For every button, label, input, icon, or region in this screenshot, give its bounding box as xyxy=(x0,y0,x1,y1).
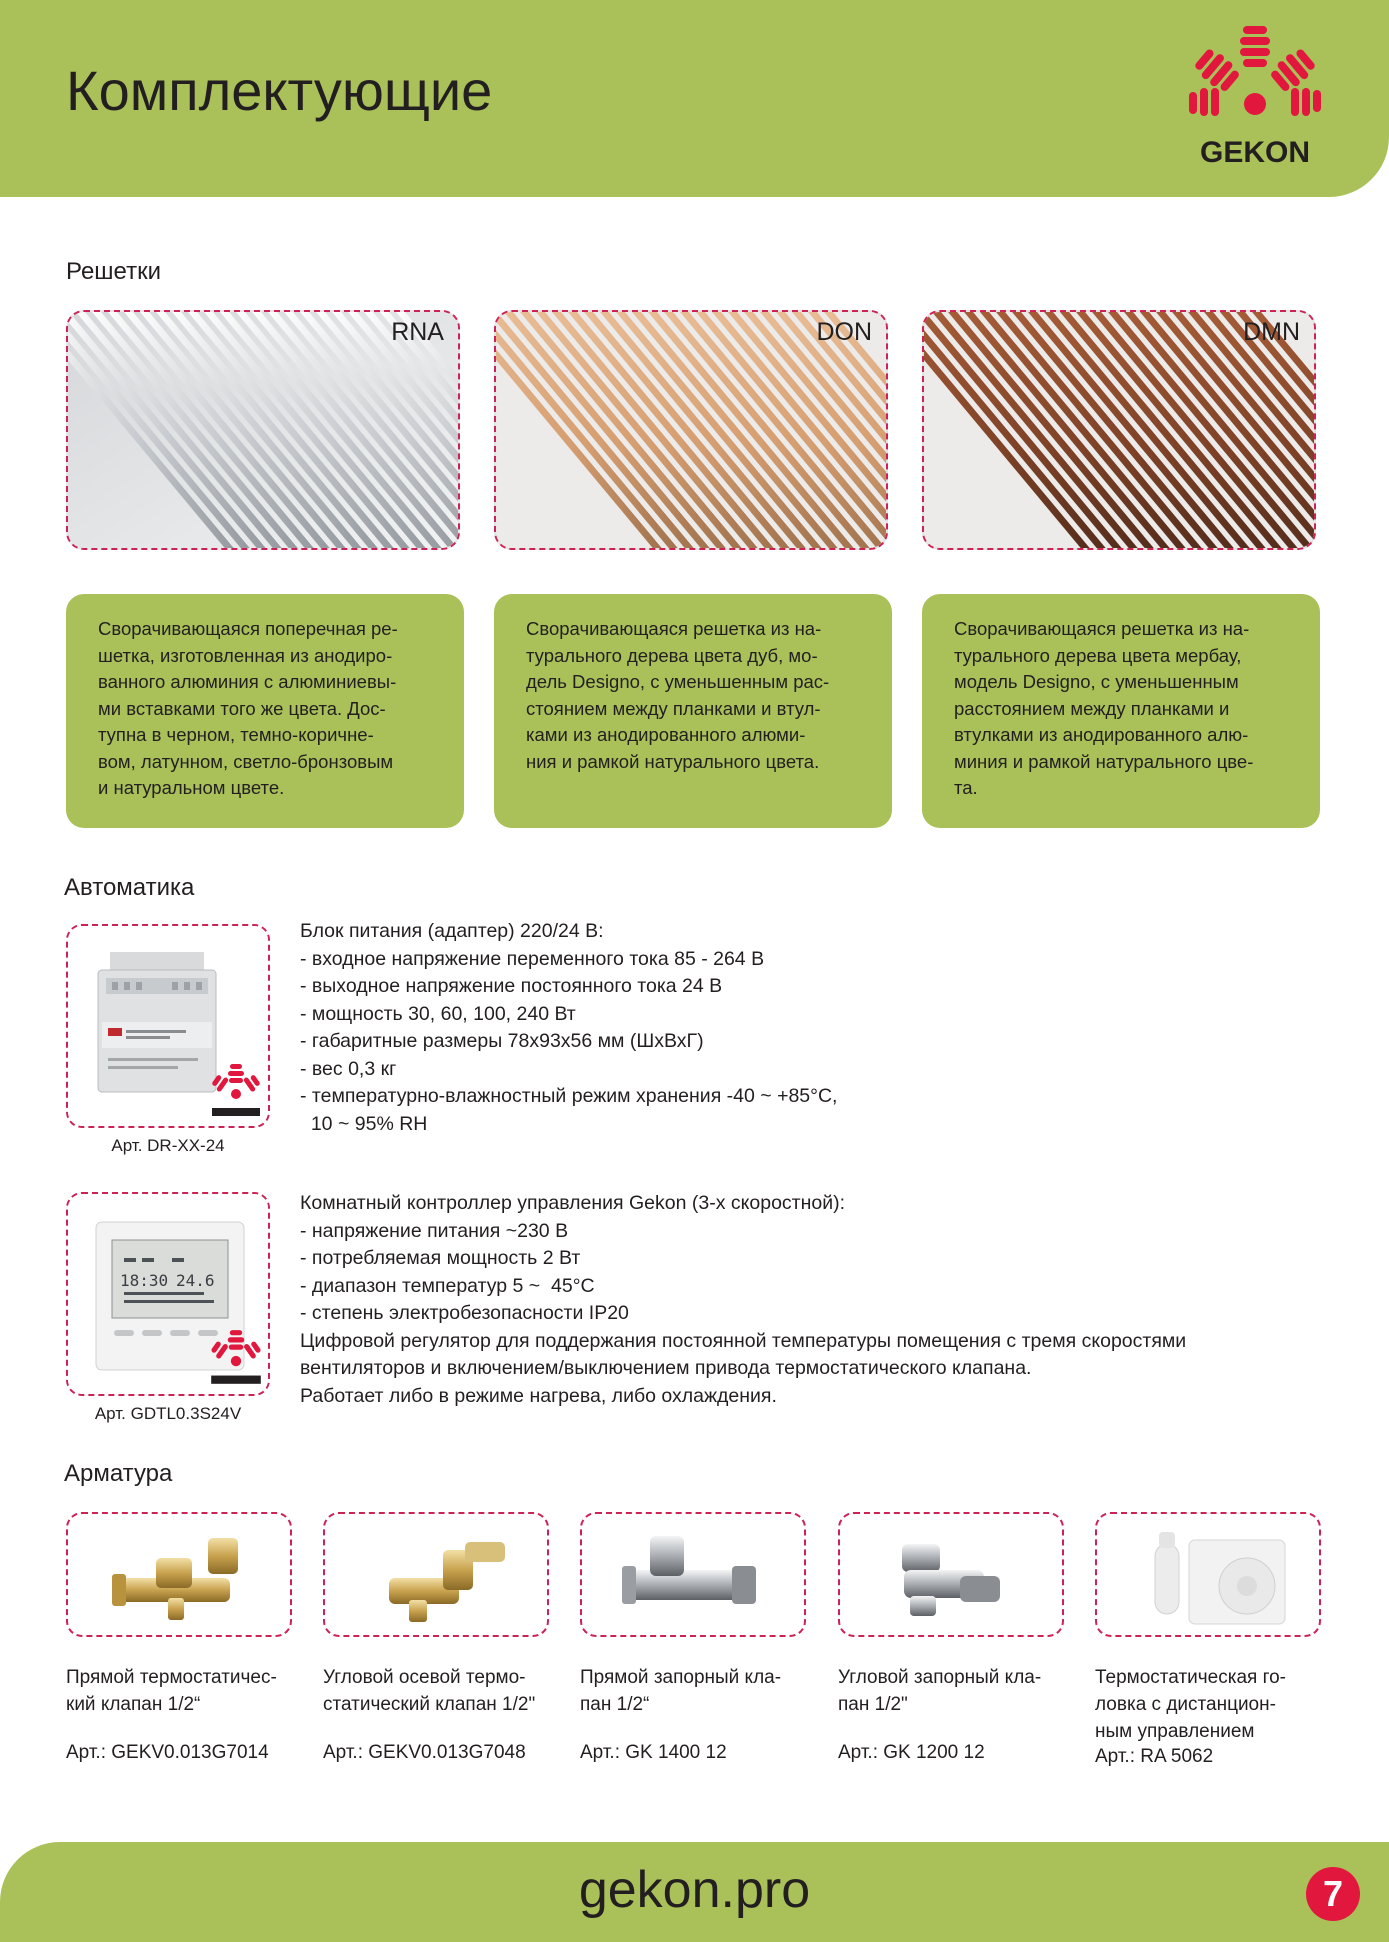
power-supply-spec xyxy=(300,918,837,1138)
fitting-name: Угловой запорный кла- пан 1/2" xyxy=(838,1667,1042,1715)
header-band xyxy=(0,0,1389,197)
fitting-image-thermo-head xyxy=(1095,1512,1321,1637)
rna-slats-illustration xyxy=(68,312,460,550)
site-link[interactable]: gekon.pro xyxy=(578,1861,811,1919)
fitting-name: Прямой запорный кла- пан 1/2“ xyxy=(580,1667,782,1715)
controller-spec-line: - диапазон температур 5 ~ 45°С xyxy=(300,1274,595,1297)
power-supply-spec-line: Блок питания (адаптер) 220/24 В: xyxy=(300,920,604,942)
fitting-image-angle-shutoff-valve xyxy=(838,1512,1064,1637)
grille-image-dmn xyxy=(922,310,1316,550)
don-slats-illustration xyxy=(496,312,888,550)
controller-display-time: 18:30 xyxy=(120,1271,169,1290)
section-heading-fittings: Арматура xyxy=(64,1460,173,1487)
controller-spec-line: Цифровой регулятор для поддержания постоянной температуры помещения с тремя скоростями xyxy=(300,1329,1187,1352)
controller-spec-line: Работает либо в режиме нагрева, либо охлаждения. xyxy=(300,1384,777,1407)
dmn-slats-illustration xyxy=(924,312,1316,550)
fitting-name: Прямой термостатичес- кий клапан 1/2“ xyxy=(66,1667,277,1715)
footer-band xyxy=(0,1842,1389,1942)
fitting-art: Арт.: GEKV0.013G7014 xyxy=(66,1742,269,1763)
controller-spec-line: - потребляемая мощность 2 Вт xyxy=(300,1247,581,1269)
power-supply-spec-line: - выходное напряжение постоянного тока 24 В xyxy=(300,975,723,997)
fitting-image-straight-shutoff-valve xyxy=(580,1512,806,1637)
fitting-art: Арт.: RA 5062 xyxy=(1095,1746,1214,1767)
gekon-logo xyxy=(1160,22,1350,172)
power-supply-spec-line: - температурно-влажностный режим хранения -40 ~ +85°С, xyxy=(300,1085,838,1107)
page-title: Комплектующие xyxy=(66,59,493,122)
power-supply-spec-line: - вес 0,3 кг xyxy=(300,1057,397,1080)
brass-angle-valve-icon xyxy=(325,1514,549,1637)
fitting-name: Угловой осевой термо- статический клапан 1/2" xyxy=(323,1667,536,1715)
grille-description-rna: Сворачивающаяся поперечная ре- шетка, изготовленная из анодиро- ванного алюминия с алюминиевы- ми вставками того же цвета. Дос- тупна в черном, темно-коричне- вом, латунном, светло-бронзовым и натуральном цвете. xyxy=(66,594,464,828)
fitting-image-straight-thermo-valve xyxy=(66,1512,292,1637)
power-supply-spec-line: 10 ~ 95% RH xyxy=(300,1112,428,1135)
logo-text: GEKON xyxy=(1199,136,1311,169)
grille-description-dmn: Сворачивающаяся решетка из на- турального дерева цвета мербау, модель Designo, с уменьшенным расстоянием между планками и втулками из анодированного алю- миния и рамкой натурального цве- та. xyxy=(922,594,1320,828)
grille-description-don: Сворачивающаяся решетка из на- турального дерева цвета дуб, мо- дель Designo, с уменьшенным рас- стоянием между планками и втул- ками из анодированного алюми- ния и рамкой натурального цвета. xyxy=(494,594,892,828)
controller-spec-line: - напряжение питания ~230 В xyxy=(300,1219,569,1242)
fitting-art: Арт.: GEKV0.013G7048 xyxy=(323,1742,526,1763)
chrome-valve-icon xyxy=(582,1514,806,1637)
controller-spec-line: Комнатный контроллер управления Gekon (3-х скоростной): xyxy=(300,1192,846,1214)
grille-label-rna: RNA xyxy=(391,318,444,346)
gekon-mini-logo-icon xyxy=(208,1062,264,1122)
power-supply-art: Арт. DR-XX-24 xyxy=(111,1136,225,1155)
power-supply-image xyxy=(66,924,270,1128)
grille-label-don: DON xyxy=(816,318,872,346)
grille-image-don xyxy=(494,310,888,550)
fitting-art: Арт.: GK 1400 12 xyxy=(580,1742,727,1763)
grille-image-rna xyxy=(66,310,460,550)
controller-display-temp: 24.6 xyxy=(176,1271,215,1290)
power-supply-spec-line: - габаритные размеры 78х93х56 мм (ШхВхГ) xyxy=(300,1030,704,1052)
section-heading-grilles: Решетки xyxy=(66,258,162,285)
section-heading-automation: Автоматика xyxy=(64,874,195,901)
page-number: 7 xyxy=(1306,1867,1360,1921)
fitting-image-angle-thermo-valve xyxy=(323,1512,549,1637)
chrome-angle-valve-icon xyxy=(840,1514,1064,1637)
controller-spec-line: - степень электробезопасности IP20 xyxy=(300,1302,629,1324)
controller-art: Арт. GDTL0.3S24V xyxy=(94,1404,242,1423)
thermostatic-head-icon xyxy=(1097,1514,1321,1637)
power-supply-spec-line: - входное напряжение переменного тока 85 - 264 В xyxy=(300,947,765,970)
power-supply-spec-line: - мощность 30, 60, 100, 240 Вт xyxy=(300,1002,576,1025)
controller-spec-line: вентиляторов и включением/выключением привода термостатического клапана. xyxy=(300,1357,1032,1379)
fitting-name: Термостатическая го- ловка с дистанцион- ным управлением xyxy=(1095,1667,1286,1742)
controller-image xyxy=(66,1192,270,1396)
grille-label-dmn: DMN xyxy=(1243,318,1300,346)
fitting-art: Арт.: GK 1200 12 xyxy=(838,1742,985,1763)
brass-valve-icon xyxy=(68,1514,292,1637)
controller-spec xyxy=(300,1190,1186,1410)
gekon-mini-logo-icon xyxy=(206,1328,266,1390)
